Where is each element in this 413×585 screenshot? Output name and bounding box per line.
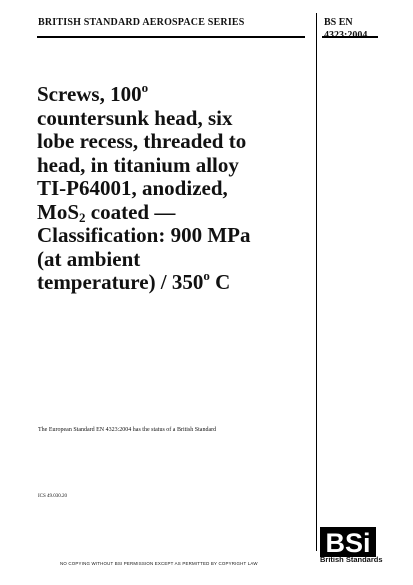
standard-number-code: 4323:2004 xyxy=(324,30,368,41)
title-line-7: Classification: 900 MPa xyxy=(37,223,251,247)
ics-code: ICS 49.030.20 xyxy=(38,494,68,499)
subscript-2: 2 xyxy=(79,209,86,225)
title-line-8: (at ambient xyxy=(37,246,141,271)
standard-number xyxy=(324,16,367,42)
title-line-9-pre: temperature) / 350 xyxy=(37,270,204,294)
copyright-notice: NO COPYING WITHOUT BSI PERMISSION EXCEPT AS PERMITTED BY COPYRIGHT LAW xyxy=(60,561,258,566)
title-line-5: TI-P64001, anodized, xyxy=(37,176,228,200)
bsi-logo-mark-text: BSi xyxy=(325,528,371,557)
document-title xyxy=(37,80,312,295)
title-line-1-text: Screws, 100 xyxy=(37,82,142,106)
title-line-6 xyxy=(37,201,312,225)
status-note: The European Standard EN 4323:2004 has the status of a British Standard xyxy=(38,427,217,433)
header-rule-right xyxy=(322,36,378,38)
title-line-3: lobe recess, threaded to xyxy=(37,129,247,153)
title-line-2: countersunk head, six xyxy=(37,105,233,130)
title-line-9 xyxy=(37,268,312,295)
bsi-logo-name: British Standards xyxy=(320,555,383,564)
bsi-logo-icon xyxy=(320,527,376,557)
title-line-9-post: C xyxy=(209,270,231,294)
degree-mark: o xyxy=(141,80,149,95)
title-line-1 xyxy=(37,80,312,107)
standard-number-prefix: BS EN xyxy=(324,17,353,28)
header-rule xyxy=(37,36,305,38)
title-line-6-pre: MoS xyxy=(37,199,79,224)
bsi-logo xyxy=(320,527,383,564)
degree-mark: o xyxy=(203,268,210,283)
vertical-divider xyxy=(316,13,317,551)
title-line-4: head, in titanium alloy xyxy=(37,152,239,177)
series-title: BRITISH STANDARD AEROSPACE SERIES xyxy=(38,17,245,28)
title-line-6-post: coated — xyxy=(85,199,176,224)
